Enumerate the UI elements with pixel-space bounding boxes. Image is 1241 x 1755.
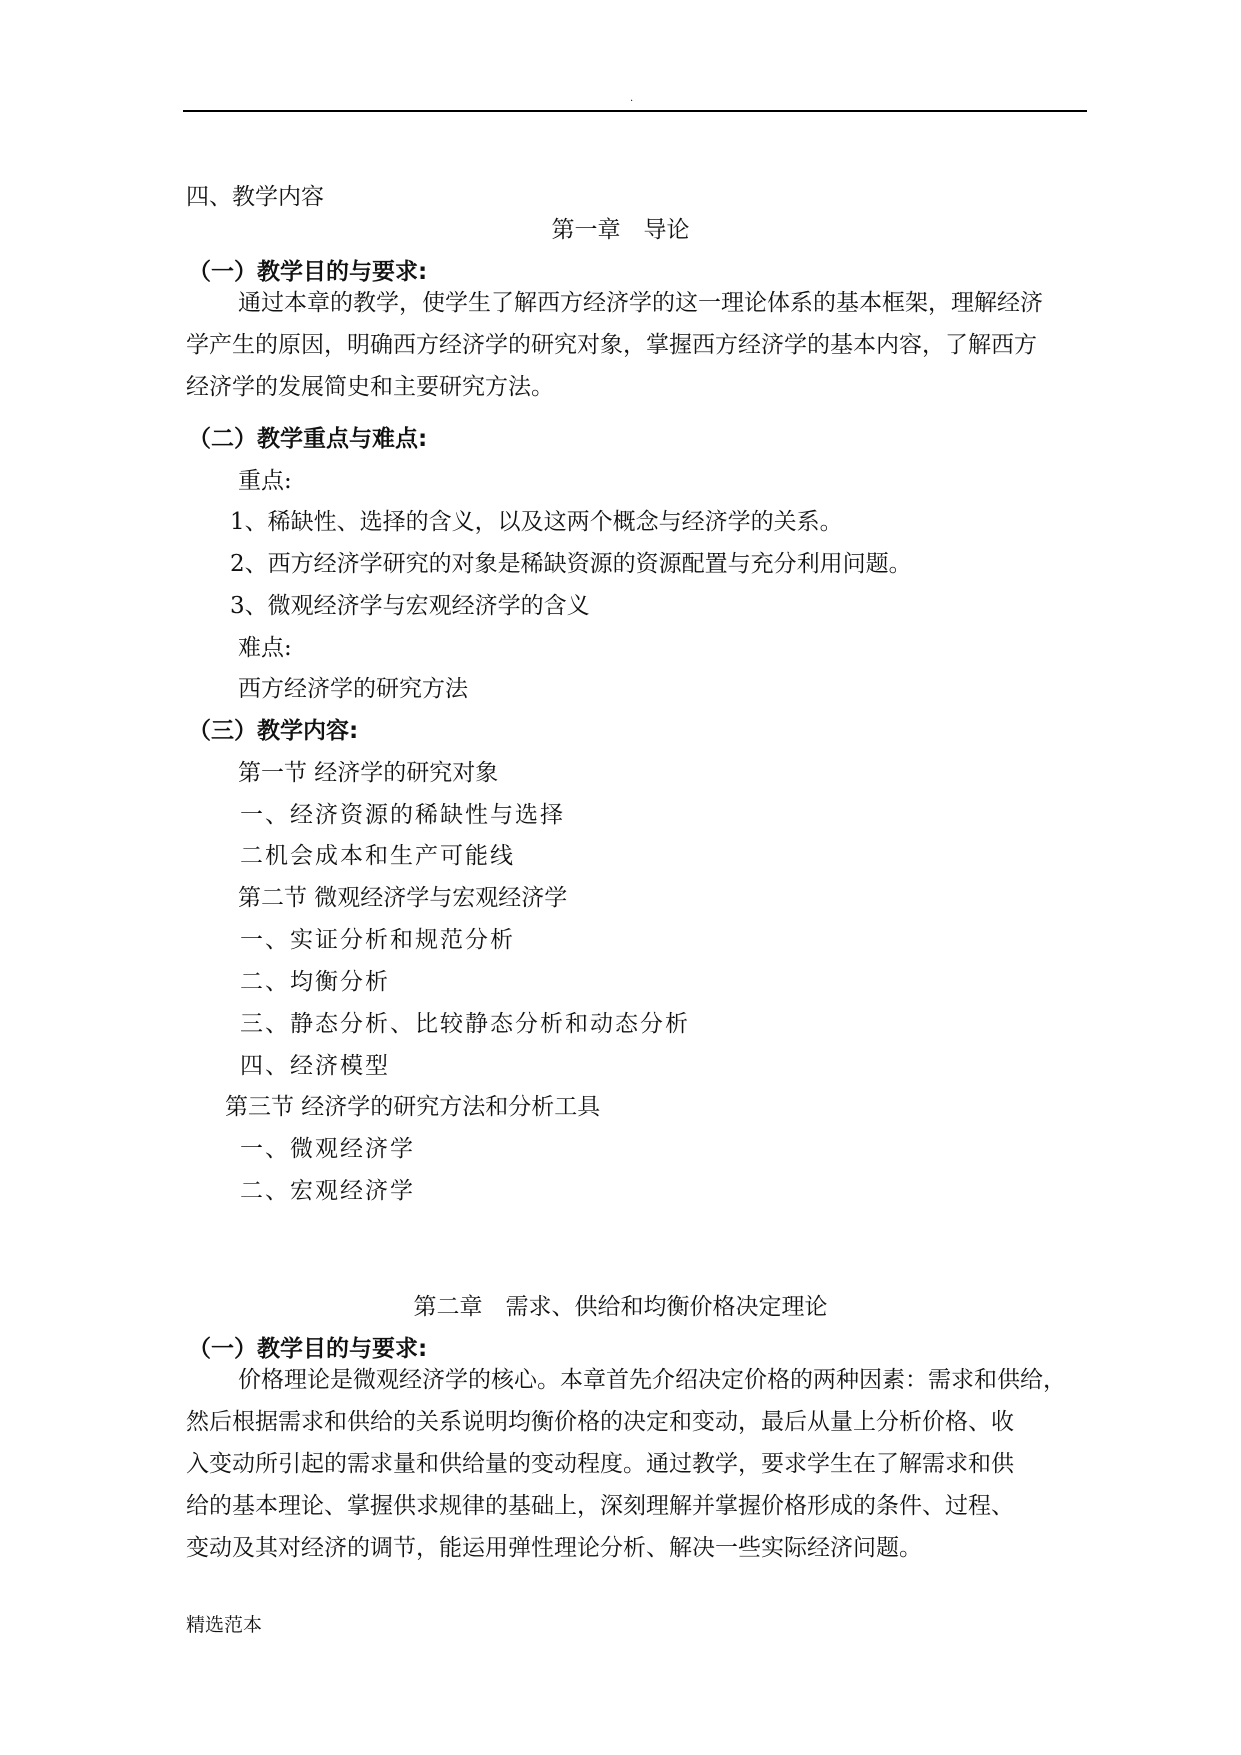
- chapter1-title: 第一章 导论: [551, 217, 690, 243]
- paragraph-line: 学产生的原因，明确西方经济学的研究对象，掌握西方经济学的基本内容，了解西方: [186, 332, 1037, 358]
- content-item: 四、经济模型: [240, 1053, 390, 1079]
- chapter2-goal-paragraph: [186, 1359, 1088, 1569]
- chapter1-key-heading: （二）教学重点与难点:: [188, 426, 428, 452]
- chapter1-goal-heading: （一）教学目的与要求:: [188, 259, 428, 285]
- paragraph-line: 给的基本理论、掌握供求规律的基础上，深刻理解并掌握价格形成的条件、过程、: [186, 1493, 1014, 1519]
- chapter1-content-heading: （三）教学内容:: [188, 718, 359, 744]
- key-point: 3、微观经济学与宏观经济学的含义: [230, 593, 590, 619]
- content-item: 二、均衡分析: [240, 969, 390, 995]
- content-item: 一、经济资源的稀缺性与选择: [240, 802, 565, 828]
- key-point: 2、西方经济学研究的对象是稀缺资源的资源配置与充分利用问题。: [230, 551, 912, 577]
- header-rule: [183, 110, 1087, 112]
- content-item: 一、微观经济学: [240, 1136, 415, 1162]
- chapter2-title: 第二章 需求、供给和均衡价格决定理论: [413, 1294, 828, 1320]
- header-dot: .: [630, 93, 634, 104]
- content-item: 二、宏观经济学: [240, 1178, 415, 1204]
- content-item: 第二节 微观经济学与宏观经济学: [238, 885, 568, 911]
- paragraph-line: 入变动所引起的需求量和供给量的变动程度。通过教学，要求学生在了解需求和供: [186, 1451, 1014, 1477]
- content-item: 一、实证分析和规范分析: [240, 927, 515, 953]
- content-item: 第一节 经济学的研究对象: [238, 760, 499, 786]
- content-item: 三、静态分析、比较静态分析和动态分析: [240, 1011, 690, 1037]
- key-label: 重点:: [238, 468, 292, 494]
- footer-text: 精选范本: [186, 1614, 263, 1636]
- paragraph-line: 经济学的发展简史和主要研究方法。: [186, 374, 554, 400]
- content-item: 第三节 经济学的研究方法和分析工具: [225, 1094, 601, 1120]
- paragraph-line: 变动及其对经济的调节，能运用弹性理论分析、解决一些实际经济问题。: [186, 1535, 922, 1561]
- chapter1-goal-paragraph: [186, 282, 1088, 408]
- difficulty-label: 难点:: [238, 635, 292, 661]
- chapter2-goal-heading: （一）教学目的与要求:: [188, 1336, 428, 1362]
- paragraph-line: 价格理论是微观经济学的核心。本章首先介绍决定价格的两种因素：需求和供给，: [238, 1367, 1066, 1393]
- difficulty-point: 西方经济学的研究方法: [238, 676, 468, 702]
- paragraph-line: 然后根据需求和供给的关系说明均衡价格的决定和变动，最后从量上分析价格、收: [186, 1409, 1014, 1435]
- paragraph-line: 通过本章的教学，使学生了解西方经济学的这一理论体系的基本框架，理解经济: [238, 290, 1043, 316]
- section-title: 四、教学内容: [186, 184, 324, 210]
- content-item: 二机会成本和生产可能线: [240, 843, 515, 869]
- key-point: 1、稀缺性、选择的含义，以及这两个概念与经济学的关系。: [230, 509, 843, 535]
